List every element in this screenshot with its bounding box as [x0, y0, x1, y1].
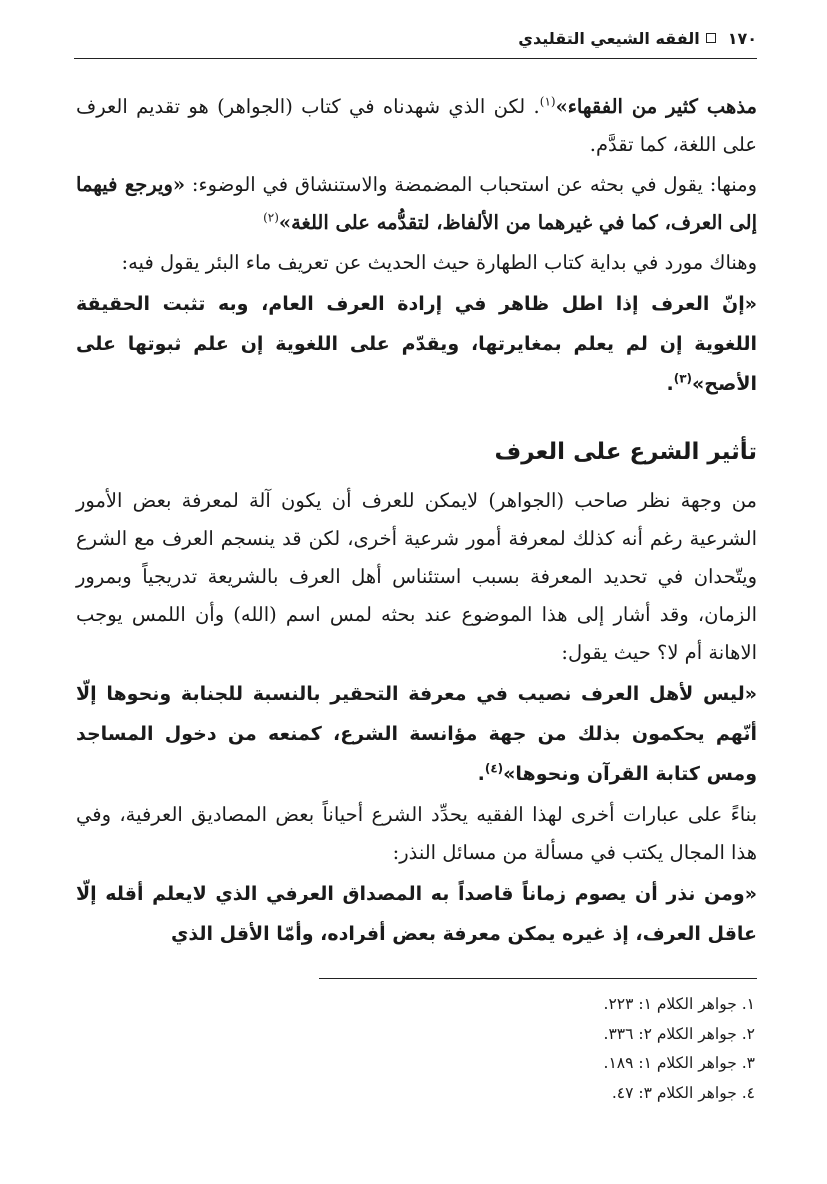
footnote-separator — [319, 978, 757, 979]
paragraph — [76, 166, 757, 242]
paragraph — [76, 88, 757, 164]
footnote: ١. جواهر الكلام ١: ٢٢٣. — [603, 995, 755, 1013]
paragraph: وهناك مورد في بداية كتاب الطهارة حيث الحديث عن تعريف ماء البئر يقول فيه: — [121, 251, 757, 274]
text-run: مذهب كثير من الفقهاء» — [555, 95, 758, 118]
main-text — [76, 88, 757, 954]
footnote-marker: (٣) — [673, 371, 692, 386]
text-run: . — [477, 763, 485, 785]
quoted-passage — [76, 874, 757, 954]
text-run: ومنها: يقول في بحثه عن استحباب المضمضة والاستنشاق في الوضوء: — [185, 173, 758, 196]
quoted-passage — [76, 674, 757, 794]
paragraph: من وجهة نظر صاحب (الجواهر) لايمكن للعرف أن يكون آلة لمعرفة بعض الأمور الشرعية رغم أنه كذلك لمعرفة أمور شرعية أخرى، لكن قد ينسجم العرف مع الشرع ويتّحدان في تحديد المعرفة بسبب استئناس أهل العرف بالشريعة تدريجياً وبمرور الزمان، وقد أشار إلى هذا الموضوع عند بحثه لمس اسم (الله) وأن اللمس يوجب الاهانة أم لا؟ حيث يقول: — [76, 489, 757, 664]
quoted-passage — [76, 284, 757, 404]
square-bullet-icon — [706, 33, 716, 43]
running-header — [74, 22, 757, 59]
text-run: «إنّ العرف إذا اطل ظاهر في إرادة العرف العام، وبه تثبت الحقيقة اللغوية إن لم يعلم بمغايرتها، ويقدّم على اللغوية إن علم ثبوتها على الأصح» — [76, 293, 757, 395]
section-heading: تأثير الشرع على العرف — [494, 439, 757, 465]
footnotes — [76, 990, 755, 1108]
page-number: ١٧٠ — [727, 28, 757, 48]
footnote: ٤. جواهر الكلام ٣: ٤٧. — [611, 1083, 755, 1102]
footnote: ٣. جواهر الكلام ١: ١٨٩. — [603, 1054, 755, 1072]
footnote: ٢. جواهر الكلام ٢: ٣٣٦. — [603, 1024, 755, 1043]
text-run: «ليس لأهل العرف نصيب في معرفة التحقير بالنسبة للجنابة ونحوها إلّا أنّهم يحكمون بذلك من جهة مؤانسة الشرع، كمنعه من دخول المساجد ومس كتابة القرآن ونحوها» — [76, 683, 757, 785]
running-title: الفقه الشيعي التقليدي — [518, 28, 700, 48]
footnote-marker: (١) — [539, 94, 556, 109]
footnote-marker: (٢) — [263, 210, 279, 225]
text-run: . — [666, 373, 674, 395]
text-run: «ومن نذر أن يصوم زماناً قاصداً به المصداق العرفي الذي لايعلم أقله إلّا عاقل العرف، إذ غيره يمكن معرفة بعض أفراده، وأمّا الأقل الذي — [76, 883, 757, 945]
footnote-marker: (٤) — [484, 761, 504, 776]
paragraph: بناءً على عبارات أخرى لهذا الفقيه يحدِّد الشرع أحياناً بعض المصاديق العرفية، وفي هذا المجال يكتب في مسألة من مسائل النذر: — [76, 803, 757, 864]
text-run: «ويرجع فيهما إلى العرف، كما في غيرهما من الألفاظ، لتقدُّمه على اللغة» — [76, 173, 757, 234]
text-run: . لكن الذي شهدناه في كتاب (الجواهر) هو تقديم العرف على اللغة، كما تقدَّم. — [76, 95, 757, 156]
